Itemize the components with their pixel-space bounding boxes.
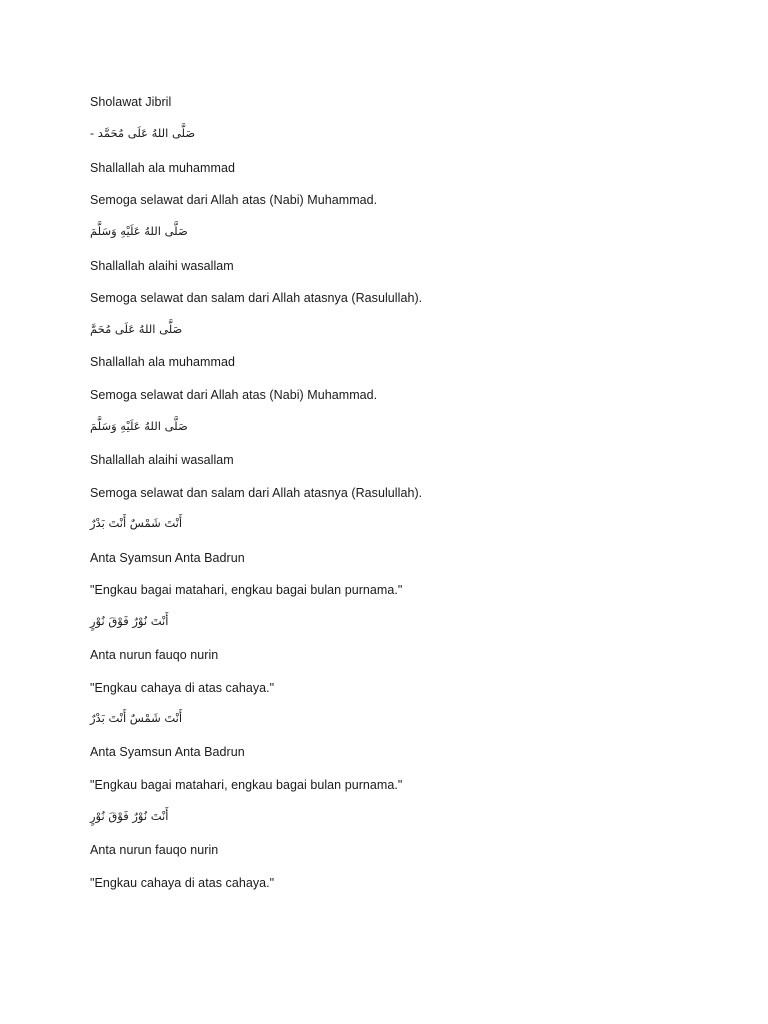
arabic-line: صَلَّى اللهُ عَلَى مُحَمَّد - [90, 126, 196, 140]
translation-line: Semoga selawat dan salam dari Allah atasnya (Rasulullah). [90, 486, 423, 500]
arabic-line: أَنْتَ نُوْرٌ فَوْقَ نُوْرٍ [90, 809, 169, 823]
document-title: Sholawat Jibril [90, 95, 172, 109]
transliteration-line: Anta Syamsun Anta Badrun [90, 745, 245, 759]
translation-line: Semoga selawat dan salam dari Allah atasnya (Rasulullah). [90, 291, 423, 305]
transliteration-line: Shallallah alaihi wasallam [90, 259, 234, 273]
transliteration-line: Anta Syamsun Anta Badrun [90, 551, 245, 565]
arabic-line: أَنْتَ شَمْسٌ أَنْتَ بَدْرٌ [90, 516, 183, 530]
translation-line: "Engkau bagai matahari, engkau bagai bulan purnama." [90, 583, 403, 597]
translation-line: Semoga selawat dari Allah atas (Nabi) Muhammad. [90, 388, 378, 402]
transliteration-line: Anta nurun fauqo nurin [90, 648, 219, 662]
arabic-line: صَلَّى اللهُ عَلَيْهِ وَسَلَّمَ [90, 224, 188, 238]
transliteration-line: Anta nurun fauqo nurin [90, 843, 219, 857]
translation-line: "Engkau bagai matahari, engkau bagai bulan purnama." [90, 778, 403, 792]
arabic-line: أَنْتَ شَمْسٌ أَنْتَ بَدْرٌ [90, 711, 183, 725]
arabic-line: صَلَّى اللهُ عَلَى مُحَمَّ [90, 322, 183, 336]
arabic-line: أَنْتَ نُوْرٌ فَوْقَ نُوْرٍ [90, 614, 169, 628]
translation-line: "Engkau cahaya di atas cahaya." [90, 681, 275, 695]
transliteration-line: Shallallah ala muhammad [90, 161, 235, 175]
translation-line: "Engkau cahaya di atas cahaya." [90, 876, 275, 890]
transliteration-line: Shallallah ala muhammad [90, 355, 235, 369]
transliteration-line: Shallallah alaihi wasallam [90, 453, 234, 467]
arabic-line: صَلَّى اللهُ عَلَيْهِ وَسَلَّمَ [90, 419, 188, 433]
translation-line: Semoga selawat dari Allah atas (Nabi) Muhammad. [90, 193, 378, 207]
